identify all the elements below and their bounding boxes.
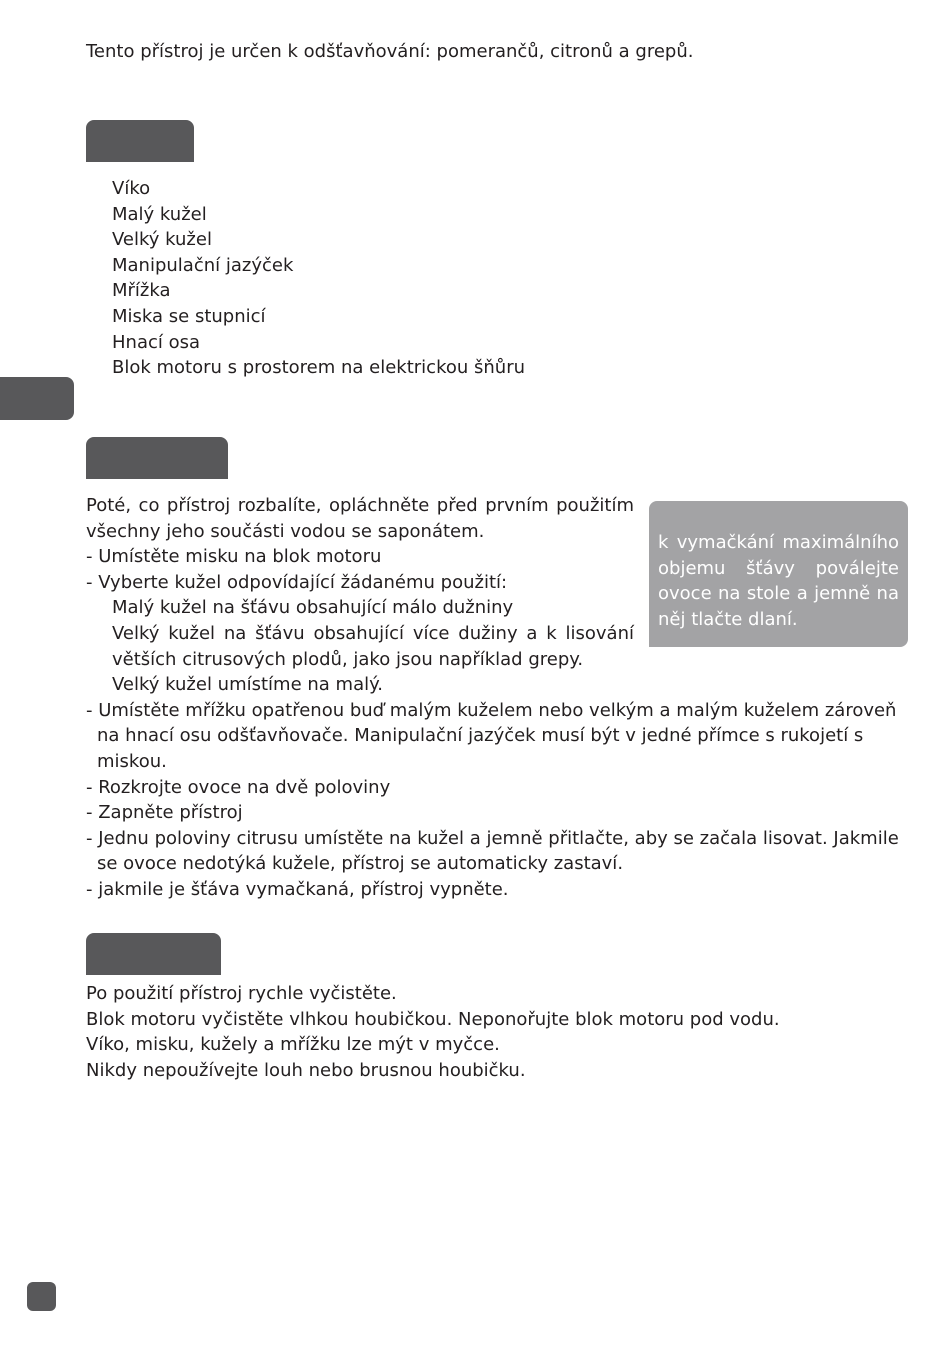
section-header-tab-usage: [86, 437, 228, 479]
usage-step: - Jednu poloviny citrusu umístěte na kužel a jemně přitlačte, aby se začala lisovat. Jakmile se ovoce nedotýká kužele, přístroj se automaticky zastaví.: [86, 827, 899, 875]
list-item: Manipulační jazýček: [112, 254, 294, 276]
list-item: Blok motoru s prostorem na elektrickou šňůru: [112, 357, 525, 379]
cleaning-line: Po použití přístroj rychle vyčistěte.: [86, 983, 397, 1004]
list-item: Velký kužel: [112, 229, 212, 251]
usage-step: - Zapněte přístroj: [86, 802, 243, 824]
cone-placement-note: Velký kužel umístíme na malý.: [112, 674, 383, 696]
usage-intro: Poté, co přístroj rozbalíte, opláchněte před prvním použitím všechny jeho součásti vodou se saponátem.: [86, 495, 634, 542]
cone-option-small: Malý kužel na šťávu obsahující málo dužniny: [112, 597, 514, 619]
tip-text: k vymačkání maximálního objemu šťávy poválejte ovoce na stole a jemně na něj tlačte dlaní.: [658, 532, 899, 630]
cleaning-line: Víko, misku, kužely a mřížku lze mýt v myčce.: [86, 1034, 500, 1056]
parts-list: [112, 176, 525, 381]
list-item: Malý kužel: [112, 203, 207, 225]
cone-option-large: Velký kužel na šťávu obsahující více dužiny a k lisování větších citrusových plodů, jako jsou například grepy.: [112, 622, 634, 670]
usage-step: - Umístěte misku na blok motoru: [86, 546, 382, 568]
page-number-marker: [27, 1282, 56, 1311]
list-item: Mřížka: [112, 280, 171, 302]
list-item: Víko: [112, 178, 151, 199]
usage-step: - Vyberte kužel odpovídající žádanému použití:: [86, 571, 508, 593]
intro-text: Tento přístroj je určen k odšťavňování: pomerančů, citronů a grepů.: [86, 41, 694, 62]
cleaning-line: Nikdy nepoužívejte louh nebo brusnou houbičku.: [86, 1059, 526, 1081]
language-side-tab: [0, 377, 74, 420]
cleaning-section: [86, 981, 906, 1083]
tip-box: [649, 501, 908, 647]
cleaning-line: Blok motoru vyčistěte vlhkou houbičkou. Neponořujte blok motoru pod vodu.: [86, 1008, 780, 1030]
usage-step: - Rozkrojte ovoce na dvě poloviny: [86, 776, 391, 798]
section-header-tab-description: [86, 120, 194, 162]
list-item: Hnací osa: [112, 331, 201, 353]
usage-step: - Umístěte mřížku opatřenou buď malým kuželem nebo velkým a malým kuželem zároveň na hnací osu odšťavňovače. Manipulační jazýček musí být v jedné přímce s rukojetí s miskou.: [86, 699, 897, 772]
list-item: Miska se stupnicí: [112, 305, 266, 327]
usage-step: - jakmile je šťáva vymačkaná, přístroj vypněte.: [86, 878, 509, 900]
section-header-tab-cleaning: [86, 933, 221, 975]
